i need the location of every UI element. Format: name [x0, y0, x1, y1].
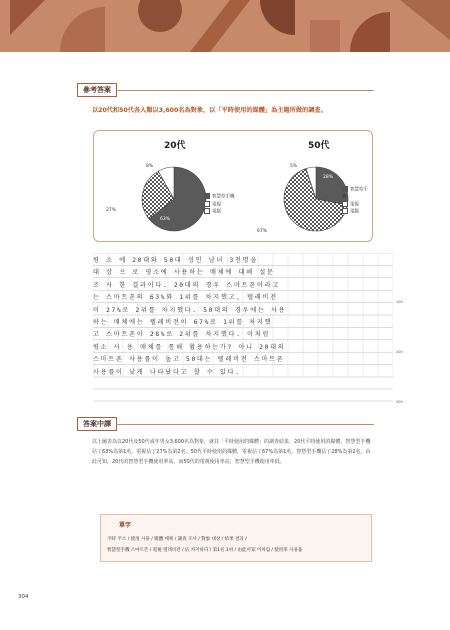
essay-grid-text — [93, 255, 393, 379]
reference-answer-label: 參考答案 — [77, 83, 117, 97]
legend-50s — [342, 186, 372, 216]
essay-line: 하는 매체에는 텔레비전이 67%로 1위를 차지했 — [93, 319, 273, 327]
pie-charts-svg — [94, 131, 372, 241]
vocabulary-line-1: 平時 平소 / 使用 사용 / 媒體 매체 / 調查 조사 / 對象 대상 / 結果 결과 / — [107, 537, 247, 542]
essay-line: 사용률이 낮게 나타났다고 할 수 있다. — [93, 368, 241, 376]
pct-label-20s-phone: 63% — [160, 217, 171, 222]
grid-marker-300: 300 — [396, 400, 403, 404]
legend-item-pc: 電腦 — [204, 208, 235, 216]
essay-line: 는 스마트폰의 63%와 1위를 차지했고, 텔레비전 — [93, 294, 278, 302]
answer-paragraph: 以上圖表為以20代及50代成年男女3,600名為對象，就其「平時使用的媒體」的調查結果。20代平時使用的媒體，智慧型手機佔了63%為第1名，電視佔了27%為第2名。50代平時使用的媒體，電視佔了67%為第1名，智慧型手機佔了28%為第2名。由此可知，20代的智慧型手機使用率高，而50代的電視使用率高，智慧型手機使用率低。 — [92, 439, 371, 465]
legend-item-tv: 電視 — [204, 201, 235, 209]
essay-line: 스마트폰 사용률이 높고 50대는 텔레비전 스마트폰 — [93, 356, 285, 364]
essay-line: 대 상 으 로 평소에 사용하는 매체에 대해 설문 — [93, 269, 275, 277]
legend-20s — [204, 193, 235, 216]
pct-label-50s-tv: 67% — [257, 229, 268, 234]
banner-pattern — [0, 0, 450, 52]
pie-charts-box — [93, 130, 373, 242]
pct-label-20s-pc: 8% — [146, 164, 154, 169]
essay-line: 평소 사 용 매체를 통해 활용하는가? 아니 20대의 — [93, 343, 286, 351]
reference-headline: 以20代和50代各人類以3,600名為對象，以「平時使用的媒體」為主題所做的調查。 — [92, 107, 327, 114]
vocabulary-title: 單字 — [119, 522, 132, 529]
vocabulary-box — [100, 514, 372, 562]
section-divider — [116, 90, 374, 91]
page-number: 304 — [18, 594, 29, 600]
section-divider — [116, 424, 374, 425]
essay-line: 고 스마트폰이 28%로 2위를 차지했다. 이처럼 — [93, 331, 271, 339]
essay-line: 이 27%로 2위를 차지했다. 50대의 경우에는 사용 — [93, 306, 287, 314]
answer-translation-label: 答案中譯 — [77, 417, 117, 431]
essay-line: 조 사 한 결과이다. 20대의 경우 스마트폰이라고 — [93, 281, 281, 289]
pct-label-50s-pc: 5% — [290, 164, 298, 169]
chart-title-20s: 20代 — [164, 141, 186, 151]
pct-label-50s-phone: 28% — [323, 175, 334, 180]
chart-title-50s: 50代 — [308, 141, 330, 151]
legend-item-phone: 智慧型手機 — [204, 193, 235, 201]
pct-label-20s-tv: 27% — [106, 208, 117, 213]
header-banner — [0, 0, 450, 52]
essay-line: 평 소 에 20대와 50대 성인 남녀 3천명을 — [93, 257, 258, 264]
legend-item-tv: 電視 — [342, 201, 372, 209]
grid-marker-100: 100 — [396, 300, 403, 304]
pie-chart-50s — [284, 167, 348, 231]
grid-marker-200: 200 — [396, 350, 403, 354]
legend-item-phone: 智慧型手機 — [342, 187, 368, 200]
pie-chart-20s — [142, 167, 206, 231]
vocabulary-line-2: 智慧型手機 스마트폰 / 電視 텔레비전 / 佔 차지하다 / 第1名 1위 / 由此可知 이처럼 / 使用率 사용률 — [107, 548, 303, 553]
legend-item-pc: 電腦 — [342, 208, 372, 216]
